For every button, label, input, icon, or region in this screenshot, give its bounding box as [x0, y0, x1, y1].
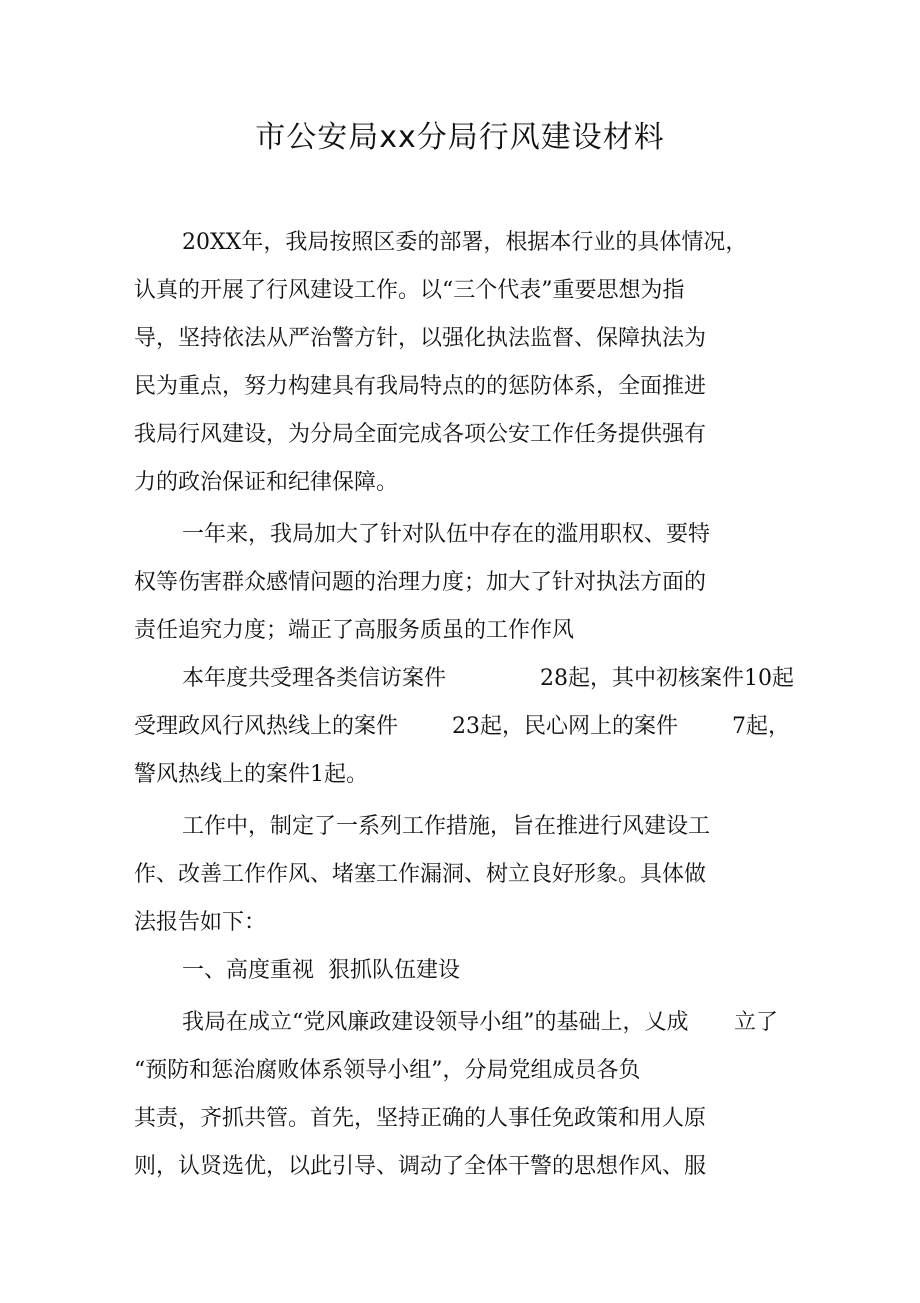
paragraph-2-line-1: 一年来，我局加大了针对队伍中存在的滥用职权、要特 — [182, 522, 711, 547]
paragraph-4-line-1: 工作中，制定了一系列工作措施，旨在推进行风建设工 — [182, 814, 711, 839]
paragraph-3-line-3: 警风热线上的案件1起。 — [134, 762, 368, 787]
paragraph-2-line-3: 责任追究力度；端正了高服务质虽的工作作风 — [134, 618, 575, 643]
paragraph-3-line-1a: 本年度共受理各类信访案件 — [182, 666, 447, 691]
document-title: 市公安局xx分局行风建设材料 — [255, 120, 665, 155]
paragraph-3-line-2b: 23起，民心网上的案件 — [452, 714, 678, 739]
paragraph-2-line-2: 权等伤害群众感情问题的治理力度；加大了针对执法方面的 — [134, 570, 707, 595]
paragraph-4-line-2: 作、改善工作作风、堵塞工作漏洞、树立良好形象。具体做 — [134, 862, 707, 887]
paragraph-5-line-2: “预防和惩治腐败体系领导小组”，分局党组成员各负 — [134, 1058, 641, 1083]
paragraph-3-line-1b: 28起，其中初核案件10起 — [540, 666, 794, 691]
paragraph-3-line-2a: 受理政风行风热线上的案件 — [134, 714, 399, 739]
paragraph-1-line-6: 力的政治保证和纪律保障。 — [134, 470, 399, 495]
paragraph-3-line-2c: 7起， — [732, 714, 790, 739]
paragraph-1-line-4: 民为重点，努力构建具有我局特点的的惩防体系，全面推进 — [134, 374, 707, 399]
paragraph-1-line-5: 我局行风建设，为分局全面完成各项公安工作任务提供强有 — [134, 422, 707, 447]
paragraph-4-line-3: 法报告如下： — [134, 910, 267, 935]
paragraph-5-line-4: 则，认贤选优，以此引导、调动了全体干警的思想作风、服 — [134, 1154, 707, 1179]
paragraph-1-line-2: 认真的开展了行风建设工作。以“三个代表”重要思想为指 — [134, 278, 685, 303]
paragraph-1-line-3: 导，坚持依法从严治警方针，以强化执法监督、保障执法为 — [134, 326, 707, 351]
section-heading-1: 一、高度重视 狠抓队伍建设 — [182, 958, 460, 983]
paragraph-5-line-1a: 我局在成立“党风廉政建设领导小组”的基础上，乂成 — [182, 1010, 689, 1035]
paragraph-1-line-1: 20XX年，我局按照区委的部署，根据本行业的具体情况， — [182, 230, 748, 255]
paragraph-5-line-3: 其责，齐抓共管。首先，坚持正确的人事任免政策和用人原 — [134, 1106, 707, 1131]
paragraph-5-line-1b: 立了 — [734, 1010, 779, 1035]
